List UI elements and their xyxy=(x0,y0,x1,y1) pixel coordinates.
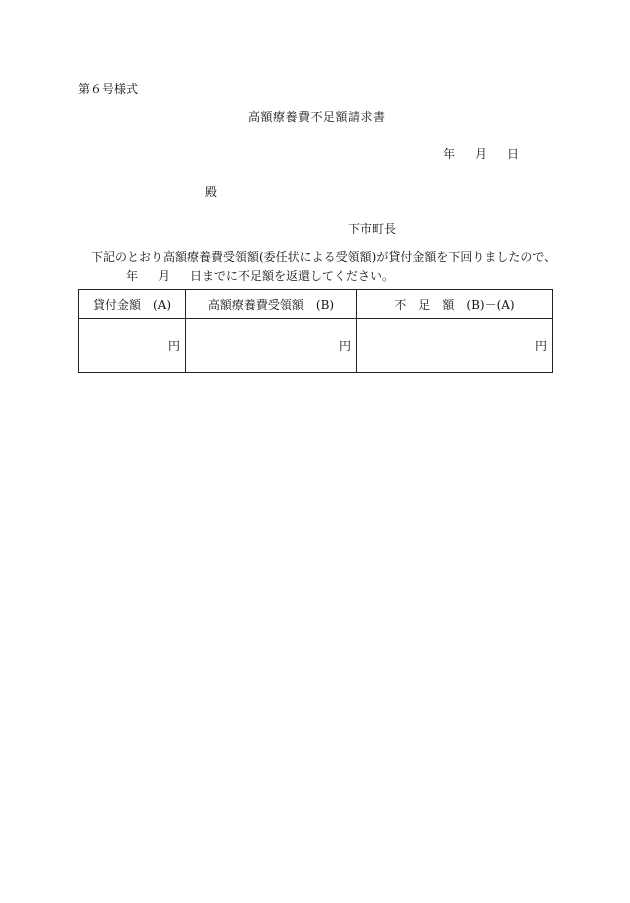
shortfall-amount-cell[interactable] xyxy=(357,319,553,373)
yen-unit: 円 xyxy=(338,339,351,353)
date-line xyxy=(443,147,519,161)
loan-amount-cell[interactable] xyxy=(79,319,186,373)
header-loan-amount: 貸付金額 (A) xyxy=(79,290,186,319)
header-shortfall-amount: 不 足 額 (B)－(A) xyxy=(357,290,553,319)
amount-table xyxy=(78,289,553,373)
table-row xyxy=(79,319,553,373)
document-title: 高額療養費不足額請求書 xyxy=(248,110,386,124)
deadline-rest-text: 日までに不足額を返還してください。 xyxy=(190,269,395,283)
date-day-label: 日 xyxy=(507,147,520,161)
date-year-label: 年 xyxy=(443,147,456,161)
deadline-month-label: 月 xyxy=(158,269,171,283)
received-amount-cell[interactable] xyxy=(186,319,357,373)
yen-unit: 円 xyxy=(167,339,180,353)
addressee-honorific: 殿 xyxy=(205,185,218,199)
body-text-line-1: 下記のとおり高額療養費受領額(委任状による受領額)が貸付金額を下回りましたので、 xyxy=(91,250,557,264)
body-text-line-2 xyxy=(126,269,394,283)
header-received-amount: 高額療養費受領額 (B) xyxy=(186,290,357,319)
table-header-row xyxy=(79,290,553,319)
date-month-label: 月 xyxy=(475,147,488,161)
yen-unit: 円 xyxy=(534,339,547,353)
sender-name: 下市町長 xyxy=(348,222,397,236)
deadline-year-label: 年 xyxy=(126,269,139,283)
form-number: 第６号様式 xyxy=(78,82,139,96)
